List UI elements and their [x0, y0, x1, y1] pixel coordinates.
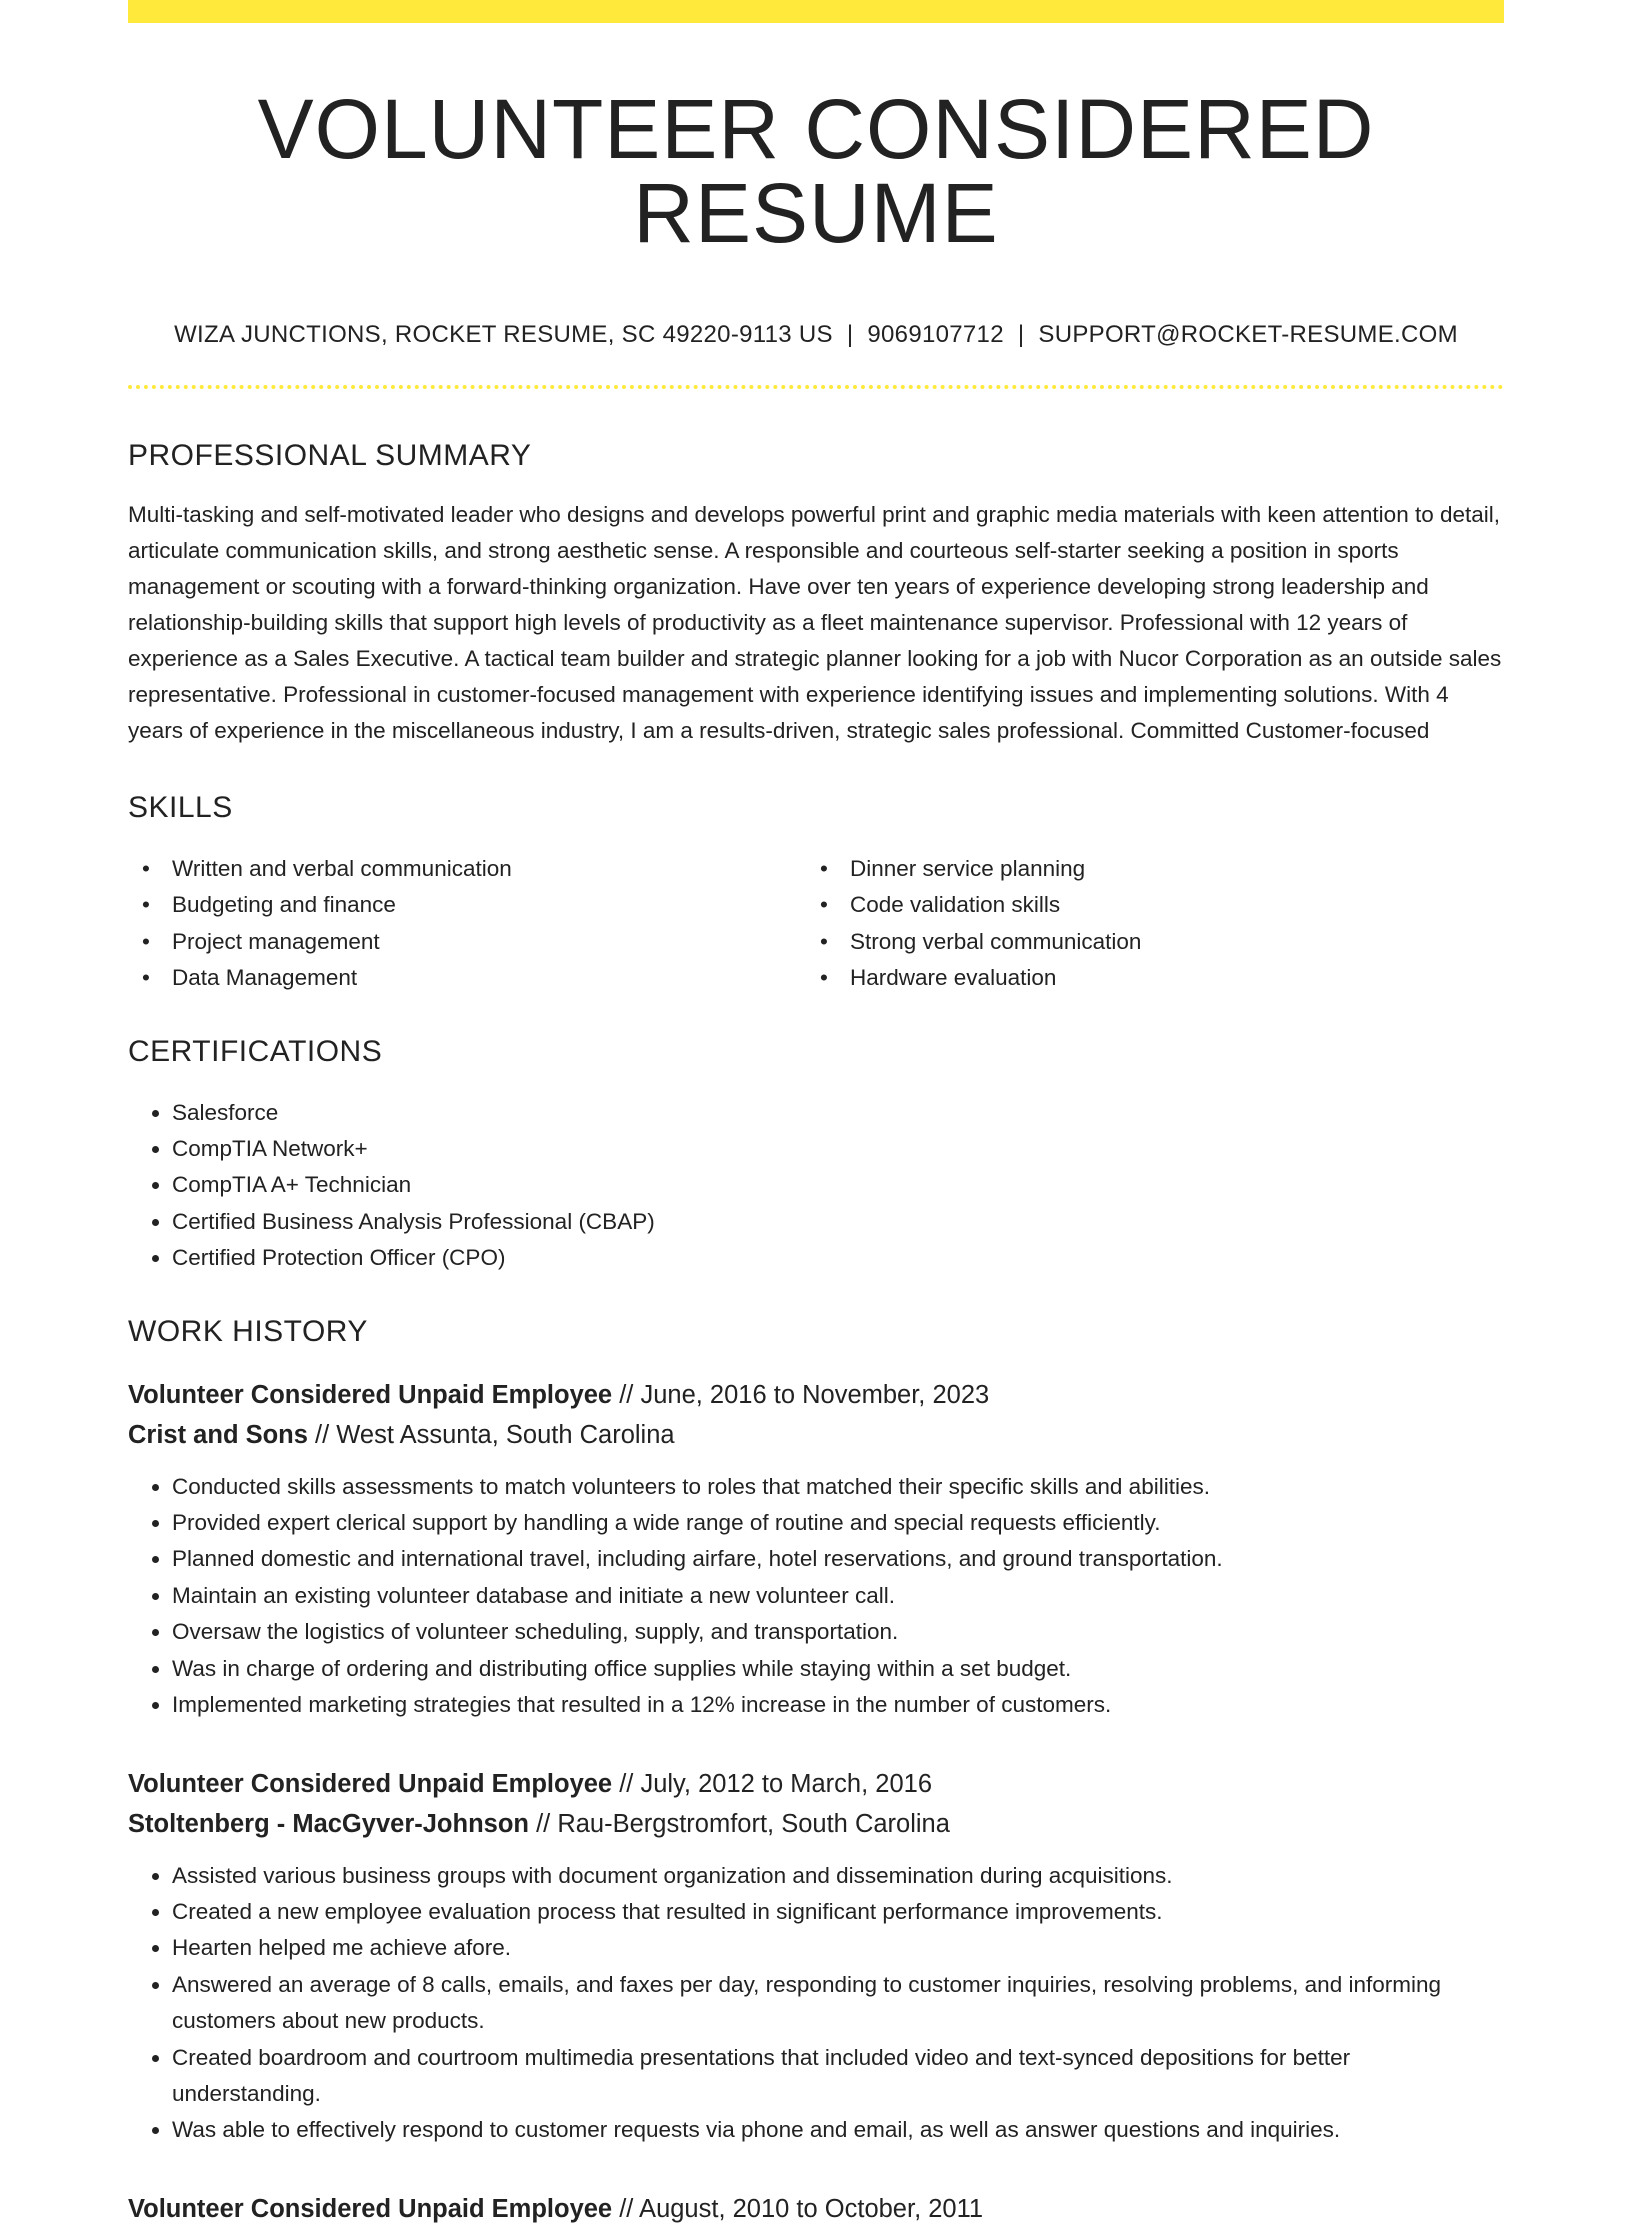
skill-item: • Budgeting and finance: [128, 887, 806, 923]
job-location: // Rau-Bergstromfort, South Carolina: [528, 1809, 950, 1838]
job-entry: [128, 1764, 1504, 2149]
job-dates: // July, 2012 to March, 2016: [612, 1769, 932, 1798]
job-title-line: [128, 2189, 1504, 2229]
header-accent-bar: [128, 0, 1504, 23]
job-company-line: [128, 1804, 1504, 1844]
job-company: Stoltenberg - MacGyver-Johnson: [128, 1809, 529, 1838]
job-duty: • Created a new employee evaluation process that resulted in significant performance improvements.: [172, 1894, 1504, 1930]
job-duty: • Hearten helped me achieve afore.: [172, 1930, 1504, 1966]
contact-address: WIZA JUNCTIONS, ROCKET RESUME, SC 49220-9113 US: [174, 321, 833, 348]
job-duty: • Was in charge of ordering and distributing office supplies while staying within a set budget.: [172, 1651, 1504, 1687]
job-duty: • Answered an average of 8 calls, emails, and faxes per day, responding to customer inquiries, resolving problems, and informing customers about new products.: [172, 1967, 1504, 2040]
resume-page: [128, 0, 1504, 2229]
skills-list: [128, 851, 1504, 997]
job-role: Volunteer Considered Unpaid Employee: [128, 1769, 613, 1798]
resume-title: VOLUNTEER CONSIDERED RESUME: [257, 82, 1375, 260]
dotted-divider: [128, 385, 1504, 389]
job-duty: • Maintain an existing volunteer database and initiate a new volunteer call.: [172, 1578, 1504, 1614]
job-duty: • Assisted various business groups with document organization and dissemination during acquisitions.: [172, 1858, 1504, 1894]
job-role: Volunteer Considered Unpaid Employee: [128, 2194, 613, 2223]
job-title-line: [128, 1375, 1504, 1415]
job-duty: • Provided expert clerical support by handling a wide range of routine and special requests efficiently.: [172, 1505, 1504, 1541]
job-location: // West Assunta, South Carolina: [307, 1420, 675, 1449]
skill-item: • Project management: [128, 924, 806, 960]
skill-item: • Hardware evaluation: [806, 960, 1484, 996]
job-entry: [128, 1375, 1504, 1724]
job-role: Volunteer Considered Unpaid Employee: [128, 1380, 613, 1409]
skill-item: • Code validation skills: [806, 887, 1484, 923]
contact-line: [128, 323, 1504, 347]
skills-heading: SKILLS: [128, 791, 233, 824]
certification-item: • Salesforce: [172, 1095, 1504, 1131]
job-dates: // August, 2010 to October, 2011: [612, 2194, 984, 2223]
certifications-list: [128, 1095, 1504, 1277]
summary-text: Multi-tasking and self-motivated leader who designs and develops powerful print and graphic media materials with keen attention to detail, articulate communication skills, and strong aesthetic sense. A responsible and courteous self-starter seeking a position in sports management or scouting with a forward-thinking organization. Have over ten years of experience developing strong leadership and relationship-building skills that support high levels of productivity as a fleet maintenance supervisor. Professional with 12 years of experience as a Sales Executive. A tactical team builder and strategic planner looking for a job with Nucor Corporation as an outside sales representative. Professional in customer-focused management with experience identifying issues and implementing solutions. With 4 years of experience in the miscellaneous industry, I am a results-driven, strategic sales professional. Committed Customer-focused: [128, 502, 1502, 743]
job-duty: • Planned domestic and international travel, including airfare, hotel reservations, and ground transportation.: [172, 1541, 1504, 1577]
certifications-heading: CERTIFICATIONS: [128, 1034, 383, 1068]
job-duty: • Oversaw the logistics of volunteer scheduling, supply, and transportation.: [172, 1614, 1504, 1650]
skill-item: • Written and verbal communication: [128, 851, 806, 887]
job-company-line: [128, 1415, 1504, 1455]
job-duties-list: [128, 1469, 1504, 1724]
certification-item: • CompTIA A+ Technician: [172, 1167, 1504, 1203]
summary-heading: PROFESSIONAL SUMMARY: [128, 439, 532, 472]
contact-separator: |: [846, 321, 854, 348]
job-duties-list: [128, 1858, 1504, 2149]
skill-item: • Strong verbal communication: [806, 924, 1484, 960]
certification-item: • Certified Business Analysis Professional (CBAP): [172, 1204, 1504, 1240]
work-history-heading: WORK HISTORY: [128, 1314, 368, 1348]
job-entry: [128, 2189, 1504, 2229]
job-duty: • Implemented marketing strategies that resulted in a 12% increase in the number of customers.: [172, 1687, 1504, 1723]
certification-item: • Certified Protection Officer (CPO): [172, 1240, 1504, 1276]
job-duty: • Created boardroom and courtroom multimedia presentations that included video and text-synced depositions for better understanding.: [172, 2040, 1504, 2113]
job-title-line: [128, 1764, 1504, 1804]
skill-item: • Dinner service planning: [806, 851, 1484, 887]
job-duty: • Conducted skills assessments to match volunteers to roles that matched their specific skills and abilities.: [172, 1469, 1504, 1505]
contact-separator: |: [1017, 321, 1025, 348]
certification-item: • CompTIA Network+: [172, 1131, 1504, 1167]
skill-item: • Data Management: [128, 960, 806, 996]
job-dates: // June, 2016 to November, 2023: [612, 1380, 990, 1409]
contact-email: SUPPORT@ROCKET-RESUME.COM: [1038, 321, 1458, 348]
contact-phone: 9069107712: [867, 321, 1004, 348]
job-company: Crist and Sons: [128, 1420, 308, 1449]
job-duty: • Was able to effectively respond to customer requests via phone and email, as well as answer questions and inquiries.: [172, 2112, 1504, 2148]
